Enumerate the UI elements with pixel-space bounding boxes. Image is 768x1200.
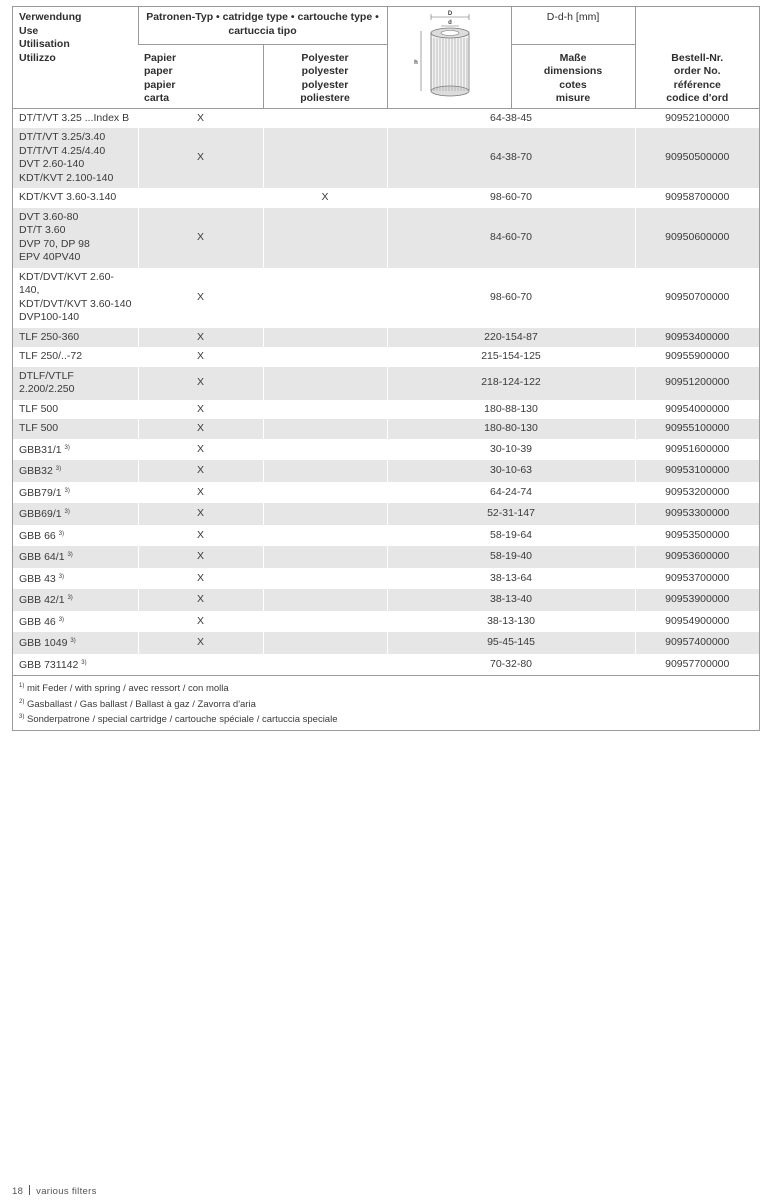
usage-cell: [13, 419, 138, 439]
table-header: [13, 7, 759, 108]
table-row: [13, 347, 759, 367]
dimensions-cell: 58-19-64: [387, 525, 635, 547]
footnote-marker: 3): [64, 487, 70, 494]
usage-line: KDT/DVT/KVT 2.60-140,: [19, 270, 114, 296]
polyester-mark: [263, 347, 387, 367]
usage-line: GBB 46 $^{3)}$: [19, 615, 65, 628]
paper-mark: X: [138, 439, 263, 461]
order-number-cell: 90951600000: [635, 439, 759, 461]
dims-format-header: D-d-h [mm]: [511, 7, 635, 45]
usage-line: GBB 42/1 $^{3)}$: [19, 594, 73, 606]
usage-cell: [13, 503, 138, 525]
polyester-mark: [263, 367, 387, 400]
order-number-cell: 90953200000: [635, 482, 759, 504]
table-row: [13, 589, 759, 611]
paper-mark: X: [138, 503, 263, 525]
dimensions-cell: 30-10-63: [387, 460, 635, 482]
usage-line: GBB69/1 $^{3)}$: [19, 508, 70, 520]
paper-header: Papier paper papier carta: [144, 51, 177, 104]
paper-mark: X: [138, 268, 263, 328]
table-row: [13, 128, 759, 188]
table-row: [13, 108, 759, 128]
dimensions-cell: 180-80-130: [387, 419, 635, 439]
order-number-header: Bestell-Nr. order No. référence codice d'ord: [635, 45, 759, 108]
usage-line: EPV 40PV40: [19, 251, 81, 263]
table-row: [13, 328, 759, 348]
dimensions-cell: 52-31-147: [387, 503, 635, 525]
paper-mark: X: [138, 400, 263, 420]
footer-divider: [29, 1185, 30, 1195]
usage-line: GBB32 $^{3)}$: [19, 465, 62, 477]
dimensions-cell: 64-38-45: [387, 108, 635, 128]
dimensions-cell: 180-88-130: [387, 400, 635, 420]
usage-cell: [13, 482, 138, 504]
dimensions-cell: 215-154-125: [387, 347, 635, 367]
order-number-cell: 90955900000: [635, 347, 759, 367]
footnote-marker: 3): [58, 573, 65, 580]
dimensions-cell: 38-13-130: [387, 611, 635, 633]
footnote-marker: 3): [64, 444, 70, 451]
order-number-cell: 90953500000: [635, 525, 759, 547]
usage-cell: [13, 347, 138, 367]
cartridge-type-header: Patronen-Typ • catridge type • cartouche type • cartuccia tipo: [138, 7, 387, 45]
diagram-label-D: D: [447, 11, 453, 17]
paper-mark: X: [138, 328, 263, 348]
order-number-cell: 90954000000: [635, 400, 759, 420]
dimensions-cell: 98-60-70: [387, 188, 635, 208]
order-number-cell: 90950700000: [635, 268, 759, 328]
footnote-marker: 3): [55, 466, 62, 472]
diagram-label-h: h: [414, 60, 418, 66]
footnotes: [13, 675, 759, 730]
usage-cell: [13, 439, 138, 461]
footnote-marker: 3): [58, 616, 65, 623]
paper-mark: X: [138, 347, 263, 367]
usage-line: GBB 64/1 $^{3)}$: [19, 551, 73, 563]
table-row: [13, 439, 759, 461]
dimensions-cell: 220-154-87: [387, 328, 635, 348]
paper-mark: X: [138, 460, 263, 482]
usage-cell: [13, 400, 138, 420]
table-row: [13, 188, 759, 208]
polyester-mark: [263, 589, 387, 611]
usage-cell: [13, 568, 138, 590]
paper-mark: X: [138, 108, 263, 128]
table-row: [13, 367, 759, 400]
footnote-marker: 3): [81, 659, 87, 666]
polyester-mark: [263, 208, 387, 268]
polyester-mark: [263, 108, 387, 128]
footnote: $^{2)}$ Gasballast / Gas ballast / Ballast à gaz / Zavorra d'aria: [19, 698, 256, 710]
usage-cell: [13, 367, 138, 400]
dimensions-cell: 84-60-70: [387, 208, 635, 268]
footnote-marker: 3): [67, 595, 73, 601]
usage-line: KDT/DVT/KVT 3.60-140: [19, 297, 132, 310]
table-row: [13, 419, 759, 439]
footnote: $^{1)}$ mit Feder / with spring / avec ressort / con molla: [19, 683, 229, 694]
polyester-mark: [263, 328, 387, 348]
usage-header: Verwendung Use Utilisation Utilizzo: [13, 7, 138, 108]
usage-line: DTLF/VTLF 2.200/2.250: [19, 369, 75, 395]
table-row: [13, 525, 759, 547]
usage-cell: [13, 128, 138, 188]
order-number-cell: 90953600000: [635, 546, 759, 568]
order-header-top: [635, 7, 759, 45]
cartridge-diagram-cell: [387, 7, 511, 108]
footnote: $^{3)}$ Sonderpatrone / special cartridge / cartouche spéciale / cartuccia speciale: [19, 714, 338, 725]
usage-line: KDT/KVT 3.60-3.140: [19, 191, 117, 203]
usage-cell: [13, 611, 138, 633]
usage-line: GBB 43 $^{3)}$: [19, 572, 65, 585]
polyester-mark: [263, 439, 387, 461]
filter-cartridge-diagram: [391, 9, 507, 101]
filter-cartridge-table-frame: [12, 6, 760, 731]
order-number-cell: 90951200000: [635, 367, 759, 400]
filter-cartridge-table: [13, 7, 759, 675]
page-footer: [12, 1185, 97, 1197]
polyester-mark: [263, 419, 387, 439]
paper-mark: X: [138, 419, 263, 439]
paper-mark: X: [138, 632, 263, 654]
usage-cell: [13, 328, 138, 348]
page-number: 18: [12, 1186, 24, 1197]
dimensions-cell: 95-45-145: [387, 632, 635, 654]
polyester-mark: [263, 268, 387, 328]
order-number-cell: 90954900000: [635, 611, 759, 633]
polyester-mark: [263, 460, 387, 482]
dimensions-cell: 70-32-80: [387, 654, 635, 676]
section-title: various filters: [36, 1186, 97, 1197]
dimensions-cell: 38-13-64: [387, 568, 635, 590]
polyester-mark: [263, 654, 387, 676]
paper-mark: X: [138, 482, 263, 504]
table-row: [13, 482, 759, 504]
order-number-cell: 90957400000: [635, 632, 759, 654]
dimensions-cell: 64-38-70: [387, 128, 635, 188]
usage-line: GBB 731142 $^{3)}$: [19, 658, 87, 671]
paper-mark: X: [138, 611, 263, 633]
polyester-mark: X: [263, 188, 387, 208]
usage-line: DVP100-140: [19, 311, 80, 323]
usage-cell: [13, 268, 138, 328]
diagram-label-d: d: [448, 20, 452, 26]
usage-line: TLF 500: [19, 422, 59, 434]
table-row: [13, 568, 759, 590]
usage-line: TLF 250/..-72: [19, 350, 83, 362]
table-body: [13, 108, 759, 675]
usage-cell: [13, 654, 138, 676]
table-row: [13, 503, 759, 525]
usage-cell: [13, 525, 138, 547]
usage-cell: [13, 546, 138, 568]
usage-line: GBB31/1 $^{3)}$: [19, 443, 70, 456]
usage-line: GBB 66 $^{3)}$: [19, 529, 65, 542]
polyester-mark: [263, 128, 387, 188]
order-number-cell: 90957700000: [635, 654, 759, 676]
usage-line: DT/T 3.60: [19, 224, 66, 236]
polyester-mark: [263, 525, 387, 547]
order-number-cell: 90953300000: [635, 503, 759, 525]
paper-mark: X: [138, 546, 263, 568]
footnote-marker: 3): [67, 552, 73, 558]
usage-cell: [13, 108, 138, 128]
order-number-cell: 90958700000: [635, 188, 759, 208]
table-row: [13, 268, 759, 328]
polyester-mark: [263, 482, 387, 504]
usage-line: DT/T/VT 4.25/4.40: [19, 144, 106, 157]
footnote-marker: 3): [64, 509, 70, 515]
order-number-cell: 90950500000: [635, 128, 759, 188]
table-row: [13, 546, 759, 568]
usage-cell: [13, 188, 138, 208]
order-number-cell: 90950600000: [635, 208, 759, 268]
usage-line: GBB 1049 $^{3)}$: [19, 637, 76, 649]
dimensions-cell: 218-124-122: [387, 367, 635, 400]
polyester-mark: [263, 568, 387, 590]
usage-cell: [13, 208, 138, 268]
order-number-cell: 90953700000: [635, 568, 759, 590]
dimensions-cell: 30-10-39: [387, 439, 635, 461]
table-row: [13, 632, 759, 654]
order-number-cell: 90955100000: [635, 419, 759, 439]
paper-mark: X: [138, 589, 263, 611]
polyester-mark: [263, 503, 387, 525]
usage-line: TLF 250-360: [19, 330, 80, 343]
usage-line: DVT 3.60-80: [19, 210, 79, 223]
order-number-cell: 90953400000: [635, 328, 759, 348]
dimensions-cell: 64-24-74: [387, 482, 635, 504]
order-number-cell: 90952100000: [635, 108, 759, 128]
dimensions-cell: 58-19-40: [387, 546, 635, 568]
table-row: [13, 208, 759, 268]
polyester-mark: [263, 632, 387, 654]
usage-cell: [13, 632, 138, 654]
paper-mark: X: [138, 525, 263, 547]
paper-mark: [138, 188, 263, 208]
polyester-mark: [263, 546, 387, 568]
usage-line: DT/T/VT 3.25/3.40: [19, 131, 106, 143]
usage-line: DVT 2.60-140: [19, 158, 85, 170]
paper-mark: X: [138, 128, 263, 188]
polyester-header: Polyester polyester polyester poliestere: [263, 45, 387, 108]
usage-line: DVP 70, DP 98: [19, 237, 90, 250]
dimensions-header: Maße dimensions cotes misure: [511, 45, 635, 108]
table-row: [13, 460, 759, 482]
footnote-marker: 3): [58, 530, 65, 537]
order-number-cell: 90953100000: [635, 460, 759, 482]
polyester-mark: [263, 400, 387, 420]
usage-line: DT/T/VT 3.25 ...Index B: [19, 111, 130, 124]
paper-mark: X: [138, 568, 263, 590]
paper-mark: X: [138, 208, 263, 268]
footnote-marker: 3): [70, 638, 76, 644]
table-row: [13, 400, 759, 420]
table-row: [13, 654, 759, 676]
paper-mark: X: [138, 367, 263, 400]
usage-cell: [13, 460, 138, 482]
polyester-mark: [263, 611, 387, 633]
dimensions-cell: 38-13-40: [387, 589, 635, 611]
usage-line: TLF 500: [19, 402, 59, 415]
usage-line: KDT/KVT 2.100-140: [19, 171, 114, 184]
paper-mark: [138, 654, 263, 676]
usage-line: GBB79/1 $^{3)}$: [19, 486, 70, 499]
dimensions-cell: 98-60-70: [387, 268, 635, 328]
table-row: [13, 611, 759, 633]
usage-cell: [13, 589, 138, 611]
order-number-cell: 90953900000: [635, 589, 759, 611]
